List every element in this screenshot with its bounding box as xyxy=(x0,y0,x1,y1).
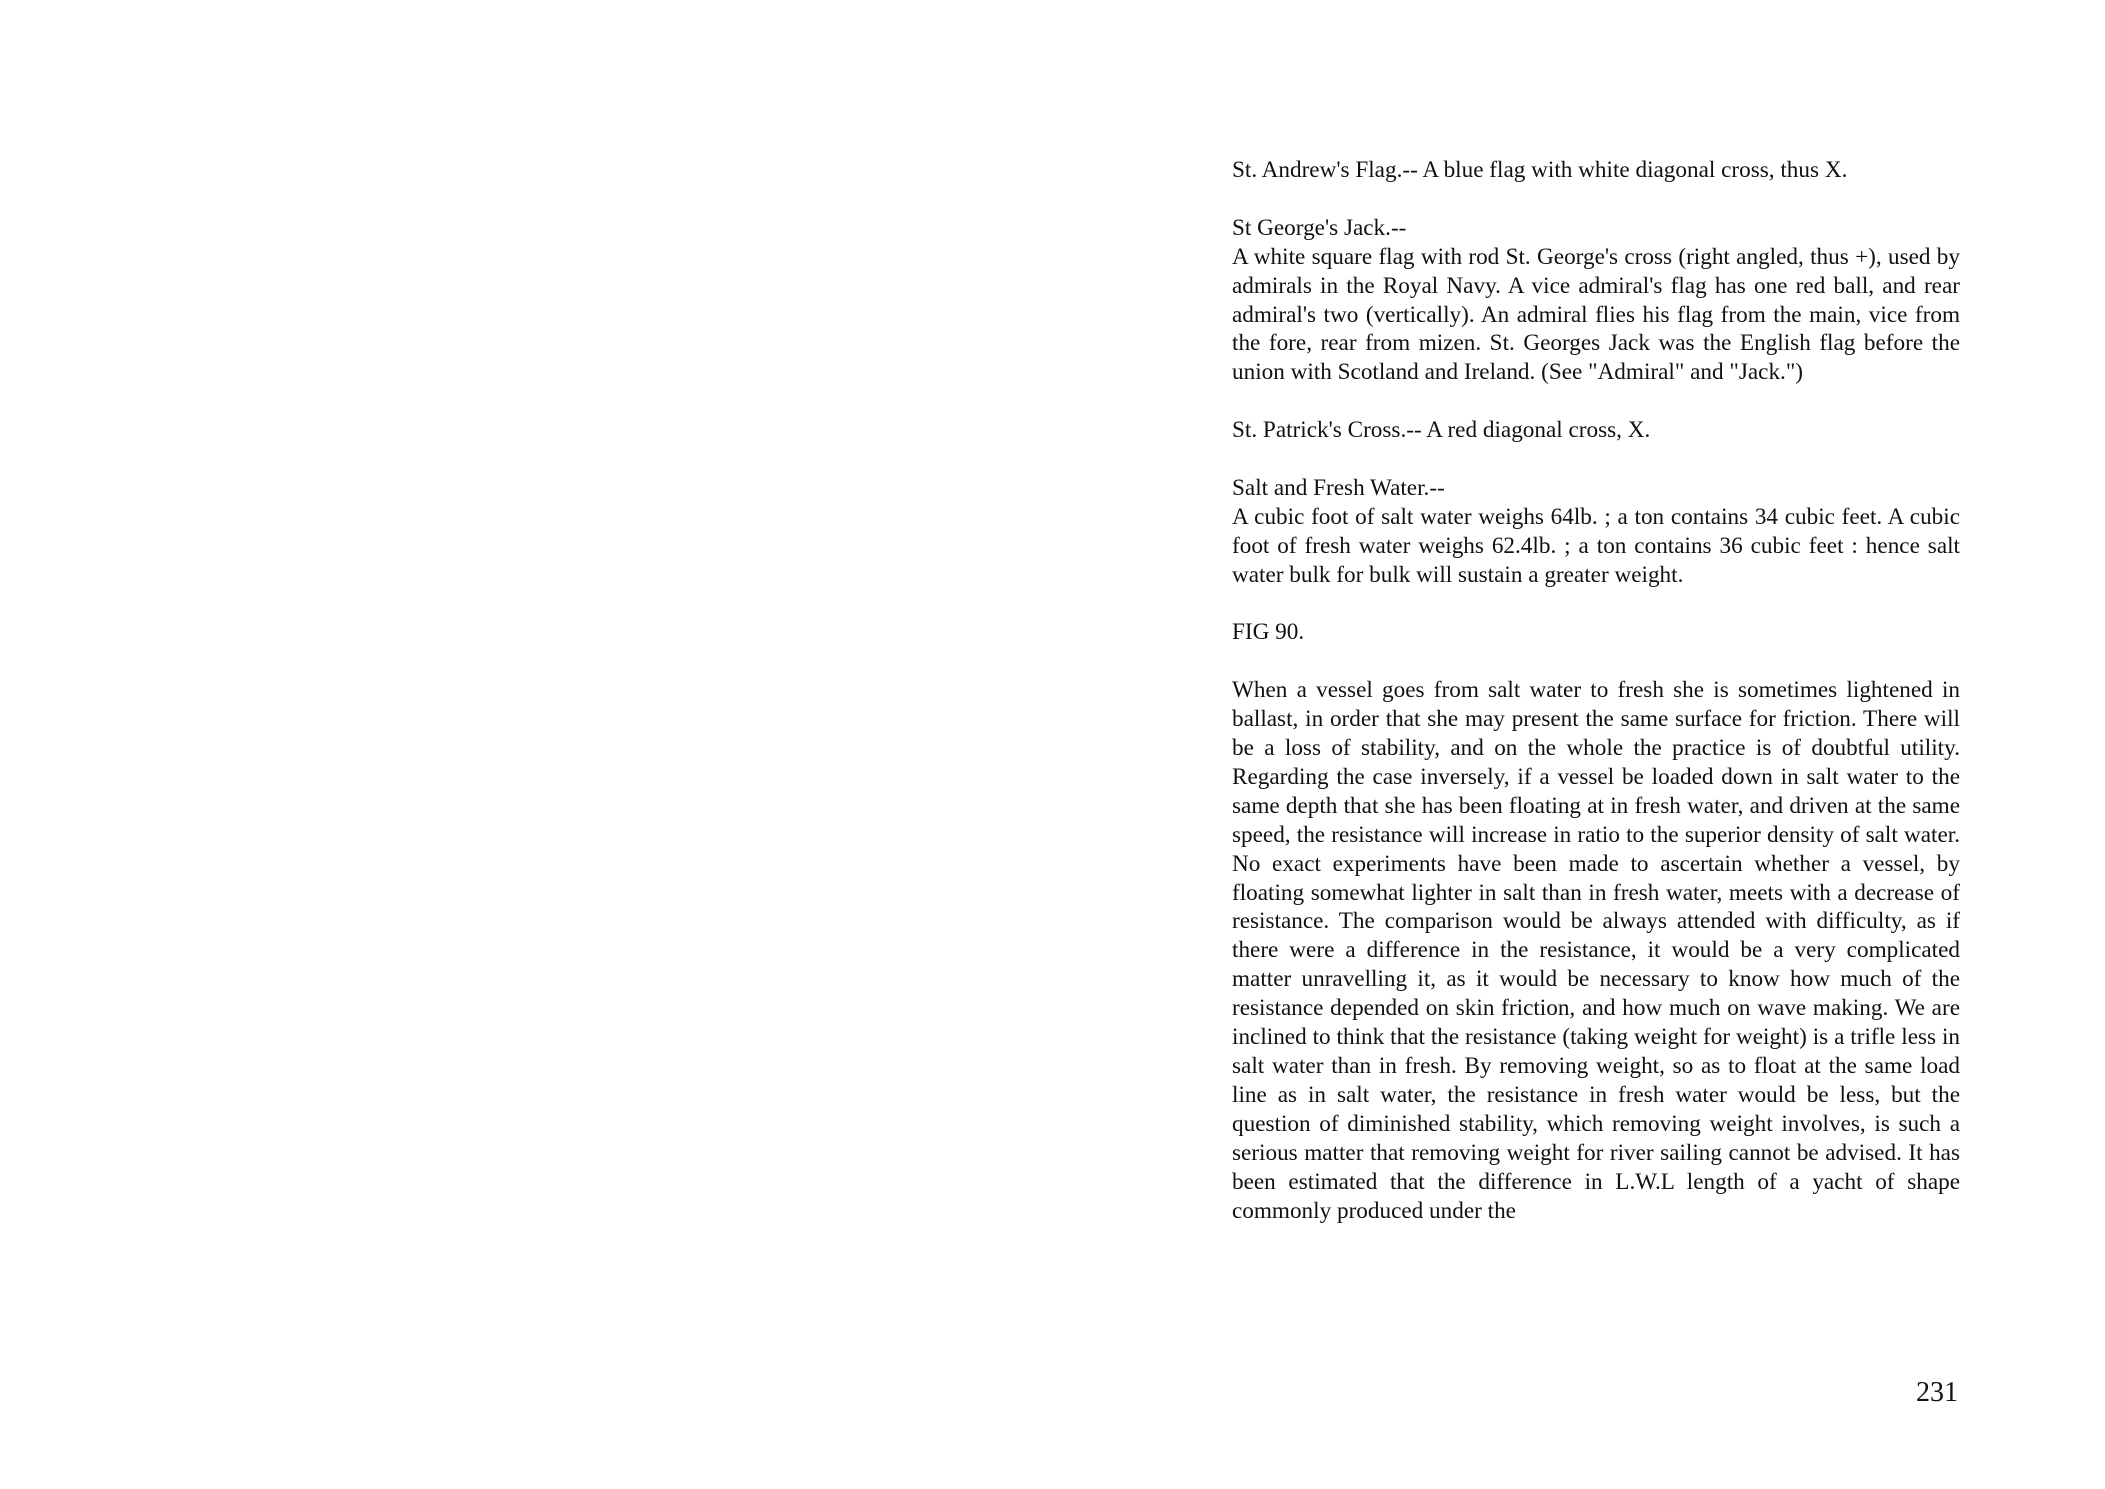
entry-heading: Salt and Fresh Water.-- xyxy=(1232,474,1445,501)
entry-body: A cubic foot of salt water weighs 64lb. ; a ton contains 34 cubic feet. A cubic foot of fresh water weighs 62.4lb. ; a ton contains 36 cubic feet : hence salt water bulk for bulk will sustain a greater weight. xyxy=(1232,503,1960,588)
entry-body: A white square flag with rod St. George's cross (right angled, thus +), used by admirals in the Royal Navy. A vice admiral's flag has one red ball, and rear admiral's two (vertically). An admiral flies his flag from the main, vice from the fore, rear from mizen. St. Georges Jack was the English flag before the union with Scotland and Ireland. (See "Admiral" and "Jack.") xyxy=(1232,243,1960,386)
text-column xyxy=(1232,156,1960,1254)
entry-st-patricks-cross: St. Patrick's Cross.-- A red diagonal cross, X. xyxy=(1232,417,1651,444)
entry-st-andrews-flag: St. Andrew's Flag.-- A blue flag with white diagonal cross, thus X. xyxy=(1232,157,1848,183)
entry-salt-fresh-water xyxy=(1232,474,1960,590)
figure-label: FIG 90. xyxy=(1232,619,1305,646)
page-number: 231 xyxy=(1916,1377,1958,1408)
body-paragraph: When a vessel goes from salt water to fresh she is sometimes lightened in ballast, in order that she may present the same surface for friction. There will be a loss of stability, and on the whole the practice is of doubtful utility. Regarding the case inversely, if a vessel be loaded down in salt water to the same depth that she has been floating at in fresh water, and driven at the same speed, the resistance will increase in ratio to the superior density of salt water. No exact experiments have been made to ascertain whether a vessel, by floating somewhat lighter in salt than in fresh water, meets with a decrease of resistance. The comparison would be always attended with difficulty, as if there were a difference in the resistance, it would be a very complicated matter unravelling it, as it would be necessary to know how much of the resistance depended on skin friction, and how much on wave making. We are inclined to think that the resistance (taking weight for weight) is a trifle less in salt water than in fresh. By removing weight, so as to float at the same load line as in salt water, the resistance in fresh water would be less, but the question of diminished stability, which removing weight involves, is such a serious matter that removing weight for river sailing cannot be advised. It has been estimated that the difference in L.W.L length of a yacht of shape commonly produced under the xyxy=(1232,677,1960,1224)
entry-heading: St George's Jack.-- xyxy=(1232,214,1407,241)
entry-st-georges-jack xyxy=(1232,214,1960,387)
